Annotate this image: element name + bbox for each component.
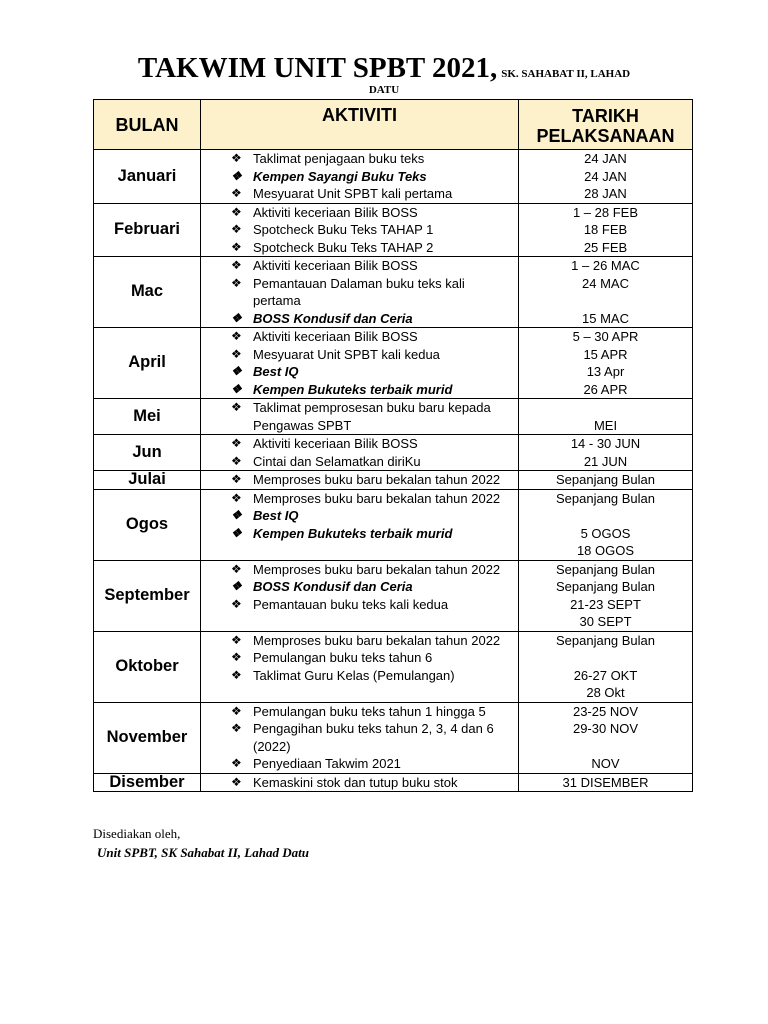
month-cell: Mei <box>94 399 201 435</box>
activities-cell <box>201 328 519 399</box>
activity-item <box>201 755 518 773</box>
date-line: 29-30 NOV <box>572 721 639 736</box>
activity-text: Kempen Bukuteks terbaik murid <box>253 525 453 541</box>
activity-item <box>201 275 518 310</box>
diamond-bullet-icon: ❖ <box>231 596 242 611</box>
activities-cell <box>201 631 519 702</box>
diamond-bullet-icon: ❖ <box>231 632 242 647</box>
diamond-bullet-icon: ❖ <box>231 186 242 200</box>
activities-cell <box>201 702 519 773</box>
dates-cell <box>519 257 693 328</box>
date-line <box>519 292 692 310</box>
activity-text: Best IQ <box>253 508 299 523</box>
table-row <box>94 631 693 702</box>
month-cell: Jun <box>94 435 201 471</box>
title-school-cont: DATU <box>368 84 400 96</box>
activity-list <box>201 471 518 489</box>
date-line: MEI <box>593 417 618 433</box>
activity-item <box>201 346 518 364</box>
date-line: 21 JUN <box>583 453 628 469</box>
diamond-bullet-icon: ❖ <box>231 756 242 770</box>
diamond-bullet-icon: ❖ <box>231 381 242 396</box>
activity-text: Pengagihan buku teks tahun 2, 3, 4 dan 6 (2022) <box>253 721 494 754</box>
activity-item <box>201 168 518 186</box>
date-line: 1 – 26 MAC <box>571 258 640 273</box>
activity-item <box>201 257 518 275</box>
activity-text: Mesyuarat Unit SPBT kali kedua <box>253 346 440 362</box>
diamond-bullet-icon: ❖ <box>231 472 242 486</box>
activity-item <box>201 649 518 667</box>
activity-item <box>201 310 518 328</box>
date-line: 28 Okt <box>586 685 625 700</box>
dates-cell <box>519 150 693 204</box>
activities-cell <box>201 489 519 560</box>
activity-text: Taklimat Guru Kelas (Pemulangan) <box>253 667 455 683</box>
activity-list <box>201 490 518 543</box>
diamond-bullet-icon: ❖ <box>231 721 242 735</box>
activity-text: Aktiviti keceriaan Bilik BOSS <box>253 436 418 451</box>
activity-text: Penyediaan Takwim 2021 <box>253 756 401 771</box>
diamond-bullet-icon: ❖ <box>231 310 242 325</box>
activity-text: Aktiviti keceriaan Bilik BOSS <box>253 204 418 220</box>
month-cell: Oktober <box>94 631 201 702</box>
table-row <box>94 328 693 399</box>
activity-text: Memproses buku baru bekalan tahun 2022 <box>253 632 501 648</box>
calendar-table <box>93 99 693 792</box>
date-line: 1 – 28 FEB <box>572 204 639 220</box>
activities-cell <box>201 257 519 328</box>
month-cell: November <box>94 702 201 773</box>
month-cell: Mac <box>94 257 201 328</box>
activity-text: Pemulangan buku teks tahun 1 hingga 5 <box>253 703 486 719</box>
activity-list <box>201 257 518 327</box>
date-line: 26-27 OKT <box>573 667 638 683</box>
date-line: 28 JAN <box>584 186 627 201</box>
dates-cell <box>519 631 693 702</box>
diamond-bullet-icon: ❖ <box>231 239 242 254</box>
date-line: 13 Apr <box>586 364 625 379</box>
activity-item <box>201 578 518 596</box>
activity-text: Best IQ <box>253 364 299 379</box>
table-row <box>94 399 693 435</box>
date-line: 18 OGOS <box>576 543 635 558</box>
activity-list <box>201 774 518 792</box>
prepared-by-unit: Unit SPBT, SK Sahabat II, Lahad Datu <box>97 845 309 860</box>
activities-cell <box>201 399 519 435</box>
dates-cell <box>519 702 693 773</box>
activities-cell <box>201 560 519 631</box>
activity-item <box>201 561 518 579</box>
date-line <box>519 738 692 756</box>
document-title <box>0 52 768 85</box>
diamond-bullet-icon: ❖ <box>231 508 242 522</box>
activity-item <box>201 774 518 792</box>
diamond-bullet-icon: ❖ <box>231 579 242 593</box>
header-aktiviti: AKTIVITI <box>201 100 519 150</box>
title-main: TAKWIM UNIT SPBT 2021, <box>137 52 498 84</box>
activity-item <box>201 632 518 650</box>
table-row <box>94 257 693 328</box>
dates-cell <box>519 773 693 792</box>
diamond-bullet-icon: ❖ <box>231 667 242 682</box>
activity-text: Kemaskini stok dan tutup buku stok <box>253 774 458 790</box>
activity-item <box>201 596 518 614</box>
date-line: Sepanjang Bulan <box>555 472 656 487</box>
activity-item <box>201 435 518 453</box>
activity-text: Memproses buku baru bekalan tahun 2022 <box>253 561 501 577</box>
diamond-bullet-icon: ❖ <box>231 329 242 343</box>
dates-cell <box>519 399 693 435</box>
activity-text: Pemantauan buku teks kali kedua <box>253 596 449 612</box>
diamond-bullet-icon: ❖ <box>231 275 242 290</box>
date-line: 15 APR <box>583 346 628 362</box>
activity-item <box>201 381 518 399</box>
diamond-bullet-icon: ❖ <box>231 650 242 664</box>
date-line <box>519 507 692 525</box>
header-tarikh <box>519 100 693 150</box>
activity-text: Aktiviti keceriaan Bilik BOSS <box>253 329 418 344</box>
table-row <box>94 471 693 490</box>
date-line: 5 OGOS <box>580 525 631 541</box>
diamond-bullet-icon: ❖ <box>231 346 242 361</box>
diamond-bullet-icon: ❖ <box>231 204 242 219</box>
activities-cell <box>201 471 519 490</box>
activity-item <box>201 150 518 168</box>
diamond-bullet-icon: ❖ <box>231 561 242 576</box>
diamond-bullet-icon: ❖ <box>231 436 242 450</box>
activity-text: Mesyuarat Unit SPBT kali pertama <box>253 186 453 201</box>
activity-text: Pemulangan buku teks tahun 6 <box>253 650 433 665</box>
activity-item <box>201 363 518 381</box>
activity-item <box>201 399 518 434</box>
activity-item <box>201 185 518 203</box>
activity-text: Spotcheck Buku Teks TAHAP 2 <box>253 239 434 255</box>
date-line: 24 MAC <box>582 275 629 291</box>
diamond-bullet-icon: ❖ <box>231 400 242 414</box>
date-line: 24 JAN <box>584 168 627 184</box>
activity-text: Taklimat penjagaan buku teks <box>253 151 425 166</box>
dates-cell <box>519 435 693 471</box>
table-row <box>94 203 693 257</box>
month-cell: September <box>94 560 201 631</box>
date-line: 31 DISEMBER <box>562 774 649 790</box>
activity-item <box>201 471 518 489</box>
activity-item <box>201 720 518 755</box>
activity-item <box>201 221 518 239</box>
activity-list <box>201 399 518 434</box>
activity-text: Kempen Sayangi Buku Teks <box>253 168 427 184</box>
date-line: 5 – 30 APR <box>572 329 639 344</box>
date-line: Sepanjang Bulan <box>555 490 656 506</box>
activities-cell <box>201 150 519 204</box>
dates-cell <box>519 489 693 560</box>
date-line: 15 MAC <box>582 310 629 326</box>
activity-text: Taklimat pemprosesan buku baru kepada Pengawas SPBT <box>253 400 491 433</box>
activity-list <box>201 632 518 685</box>
activity-item <box>201 239 518 257</box>
date-line: 18 FEB <box>583 222 628 237</box>
prepared-by-label: Disediakan oleh, <box>93 826 181 841</box>
activity-item <box>201 453 518 471</box>
date-line: NOV <box>591 756 620 771</box>
date-line: 26 APR <box>583 381 628 397</box>
activity-list <box>201 703 518 773</box>
diamond-bullet-icon: ❖ <box>231 364 242 378</box>
date-line: Sepanjang Bulan <box>555 579 656 594</box>
table-row <box>94 435 693 471</box>
activities-cell <box>201 203 519 257</box>
activity-item <box>201 204 518 222</box>
date-line: 25 FEB <box>583 239 628 255</box>
dates-cell <box>519 471 693 490</box>
table-row <box>94 773 693 792</box>
activity-list <box>201 204 518 257</box>
activity-text: Memproses buku baru bekalan tahun 2022 <box>253 472 501 487</box>
diamond-bullet-icon: ❖ <box>231 453 242 468</box>
date-line <box>519 649 692 667</box>
activity-item <box>201 667 518 685</box>
date-line: Sepanjang Bulan <box>555 632 656 648</box>
activity-item <box>201 490 518 508</box>
dates-cell <box>519 560 693 631</box>
diamond-bullet-icon: ❖ <box>231 258 242 272</box>
activity-list <box>201 328 518 398</box>
activity-list <box>201 435 518 470</box>
activity-item <box>201 507 518 525</box>
activities-cell <box>201 435 519 471</box>
activity-text: BOSS Kondusif dan Ceria <box>253 310 413 326</box>
activity-item <box>201 703 518 721</box>
header-bulan: BULAN <box>94 100 201 150</box>
activity-text: BOSS Kondusif dan Ceria <box>253 579 413 594</box>
month-cell: Februari <box>94 203 201 257</box>
activities-cell <box>201 773 519 792</box>
activity-item <box>201 328 518 346</box>
table-header-row <box>94 100 693 150</box>
activity-text: Pemantauan Dalaman buku teks kali pertama <box>253 275 465 308</box>
activity-text: Memproses buku baru bekalan tahun 2022 <box>253 490 501 506</box>
date-line: 21-23 SEPT <box>570 596 641 612</box>
diamond-bullet-icon: ❖ <box>231 490 242 505</box>
date-line: 24 JAN <box>584 151 627 166</box>
dates-cell <box>519 203 693 257</box>
activity-text: Spotcheck Buku Teks TAHAP 1 <box>253 222 434 237</box>
date-line: 14 - 30 JUN <box>570 436 641 451</box>
activity-text: Kempen Bukuteks terbaik murid <box>253 381 453 397</box>
activity-list <box>201 150 518 203</box>
date-line: 30 SEPT <box>579 614 632 629</box>
title-school: SK. SAHABAT II, LAHAD <box>501 68 631 80</box>
diamond-bullet-icon: ❖ <box>231 168 242 183</box>
diamond-bullet-icon: ❖ <box>231 222 242 236</box>
table-row <box>94 702 693 773</box>
diamond-bullet-icon: ❖ <box>231 151 242 165</box>
month-cell: April <box>94 328 201 399</box>
table-row <box>94 150 693 204</box>
date-line <box>519 399 692 417</box>
table-row <box>94 560 693 631</box>
header-tarikh-line2: PELAKSANAAN <box>536 125 675 146</box>
date-line: 23-25 NOV <box>572 703 639 719</box>
diamond-bullet-icon: ❖ <box>231 703 242 718</box>
month-cell: Disember <box>94 773 201 792</box>
table-row <box>94 489 693 560</box>
diamond-bullet-icon: ❖ <box>231 774 242 789</box>
diamond-bullet-icon: ❖ <box>231 525 242 540</box>
header-tarikh-line1: TARIKH <box>572 105 639 126</box>
activity-text: Aktiviti keceriaan Bilik BOSS <box>253 258 418 273</box>
month-cell: Januari <box>94 150 201 204</box>
activity-list <box>201 561 518 614</box>
dates-cell <box>519 328 693 399</box>
month-cell: Ogos <box>94 489 201 560</box>
month-cell: Julai <box>94 471 201 490</box>
activity-item <box>201 525 518 543</box>
activity-text: Cintai dan Selamatkan diriKu <box>253 453 421 469</box>
date-line: Sepanjang Bulan <box>555 561 656 577</box>
